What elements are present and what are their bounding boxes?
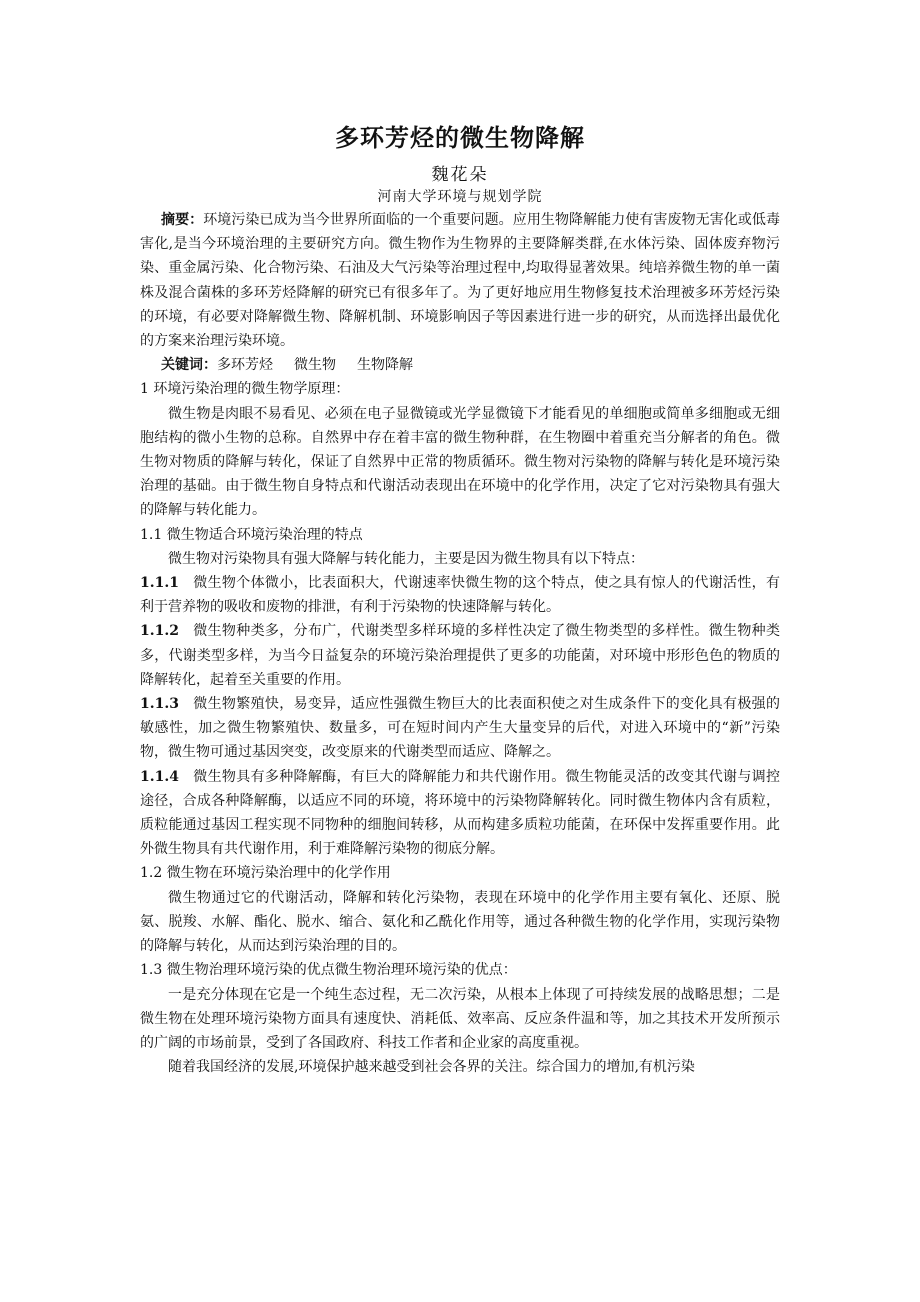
section-paragraph: 微生物对污染物具有强大降解与转化能力，主要是因为微生物具有以下特点： bbox=[168, 550, 644, 567]
author-name: 魏花朵 bbox=[431, 165, 489, 185]
page-title: 多环芳烃的微生物降解 bbox=[335, 124, 585, 152]
item-number: 1.1.4 bbox=[140, 768, 179, 785]
section-heading: 1 环境污染治理的微生物学原理： bbox=[140, 381, 350, 398]
abstract-text: 环境污染已成为当今世界所面临的一个重要问题。应用生物降解能力使有害废物无害化或低毒害化,是当今环境治理的主要研究方向。微生物作为生物界的主要降解类群,在水体污染、固体废弃物污染、重金属污染、化合物污染、石油及大气污染等治理过程中,均取得显著效果。纯培养微生物的单一菌株及混合菌株的多环芳烃降解的研究已有很多年了。为了更好地应用生物修复技术治理被多环芳烃污染的环境，有必要对降解微生物、降解机制、环境影响因子等因素进行进一步的研究，从而选择出最优化的方案来治理污染环境。 bbox=[140, 212, 781, 350]
section-heading: 1.1 微生物适合环境污染治理的特点 bbox=[140, 526, 363, 543]
item-number: 1.1.2 bbox=[140, 623, 179, 640]
section-paragraph: 随着我国经济的发展,环境保护越来越受到社会各界的关注。综合国力的增加,有机污染 bbox=[168, 1059, 695, 1076]
section-paragraph: 微生物通过它的代谢活动，降解和转化污染物，表现在环境中的化学作用主要有氧化、还原、脱氨、脱羧、水解、酯化、脱水、缩合、氨化和乙酰化作用等，通过各种微生物的化学作用，实现污染物的降解与转化，从而达到污染治理的目的。 bbox=[140, 889, 780, 955]
item-text: 微生物个体微小，比表面积大，代谢速率快微生物的这个特点，使之具有惊人的代谢活性，有利于营养物的吸收和废物的排泄，有利于污染物的快速降解与转化。 bbox=[140, 575, 780, 616]
keyword: 多环芳烃 bbox=[217, 357, 273, 374]
item-number: 1.1.1 bbox=[140, 575, 179, 592]
document-body bbox=[140, 208, 780, 1079]
section-heading: 1.2 微生物在环境污染治理中的化学作用 bbox=[140, 865, 391, 882]
item-text: 微生物种类多，分布广，代谢类型多样环境的多样性决定了微生物类型的多样性。微生物种类多，代谢类型多样，为当今日益复杂的环境污染治理提供了更多的功能菌，对环境中形形色色的物质的降解转化，起着至关重要的作用。 bbox=[140, 623, 780, 688]
numbered-item bbox=[140, 619, 780, 692]
abstract-paragraph bbox=[140, 208, 780, 353]
numbered-item bbox=[140, 692, 780, 765]
numbered-item bbox=[140, 571, 780, 619]
section-paragraph: 微生物是肉眼不易看见、必须在电子显微镜或光学显微镜下才能看见的单细胞或简单多细胞或无细胞结构的微小生物的总称。自然界中存在着丰富的微生物种群，在生物圈中着重充当分解者的角色。微生物对物质的降解与转化，保证了自然界中正常的物质循环。微生物对污染物的降解与转化是环境污染治理的基础。由于微生物自身特点和代谢活动表现出在环境中的化学作用，决定了它对污染物具有强大的降解与转化能力。 bbox=[140, 405, 780, 519]
section-heading: 1.3 微生物治理环境污染的优点微生物治理环境污染的优点： bbox=[140, 962, 517, 979]
keywords-label: 关键词： bbox=[161, 357, 217, 374]
keyword: 生物降解 bbox=[357, 357, 413, 374]
keyword: 微生物 bbox=[294, 357, 336, 374]
section-paragraph: 一是充分体现在它是一个纯生态过程，无二次污染，从根本上体现了可持续发展的战略思想；二是微生物在处理环境污染物方面具有速度快、消耗低、效率高、反应条件温和等，加之其技术开发所预示的广阔的市场前景，受到了各国政府、科技工作者和企业家的高度重视。 bbox=[140, 986, 780, 1051]
author-affiliation: 河南大学环境与规划学院 bbox=[377, 189, 543, 205]
item-text: 微生物具有多种降解酶，有巨大的降解能力和共代谢作用。微生物能灵活的改变其代谢与调控途径，合成各种降解酶，以适应不同的环境，将环境中的污染物降解转化。同时微生物体内含有质粒，质粒能通过基因工程实现不同物种的细胞间转移，从而构建多质粒功能菌，在环保中发挥重要作用。此外微生物具有共代谢作用，利于难降解污染物的彻底分解。 bbox=[140, 768, 780, 858]
numbered-item bbox=[140, 765, 780, 862]
abstract-label: 摘要： bbox=[161, 212, 204, 228]
item-number: 1.1.3 bbox=[140, 696, 179, 713]
keywords-line bbox=[140, 353, 780, 377]
item-text: 微生物繁殖快，易变异，适应性强微生物巨大的比表面积使之对生成条件下的变化具有极强的敏感性，加之微生物繁殖快、数量多，可在短时间内产生大量变异的后代，对进入环境中的“新”污染物，微生物可通过基因突变，改变原来的代谢类型而适应、降解之。 bbox=[140, 696, 780, 761]
